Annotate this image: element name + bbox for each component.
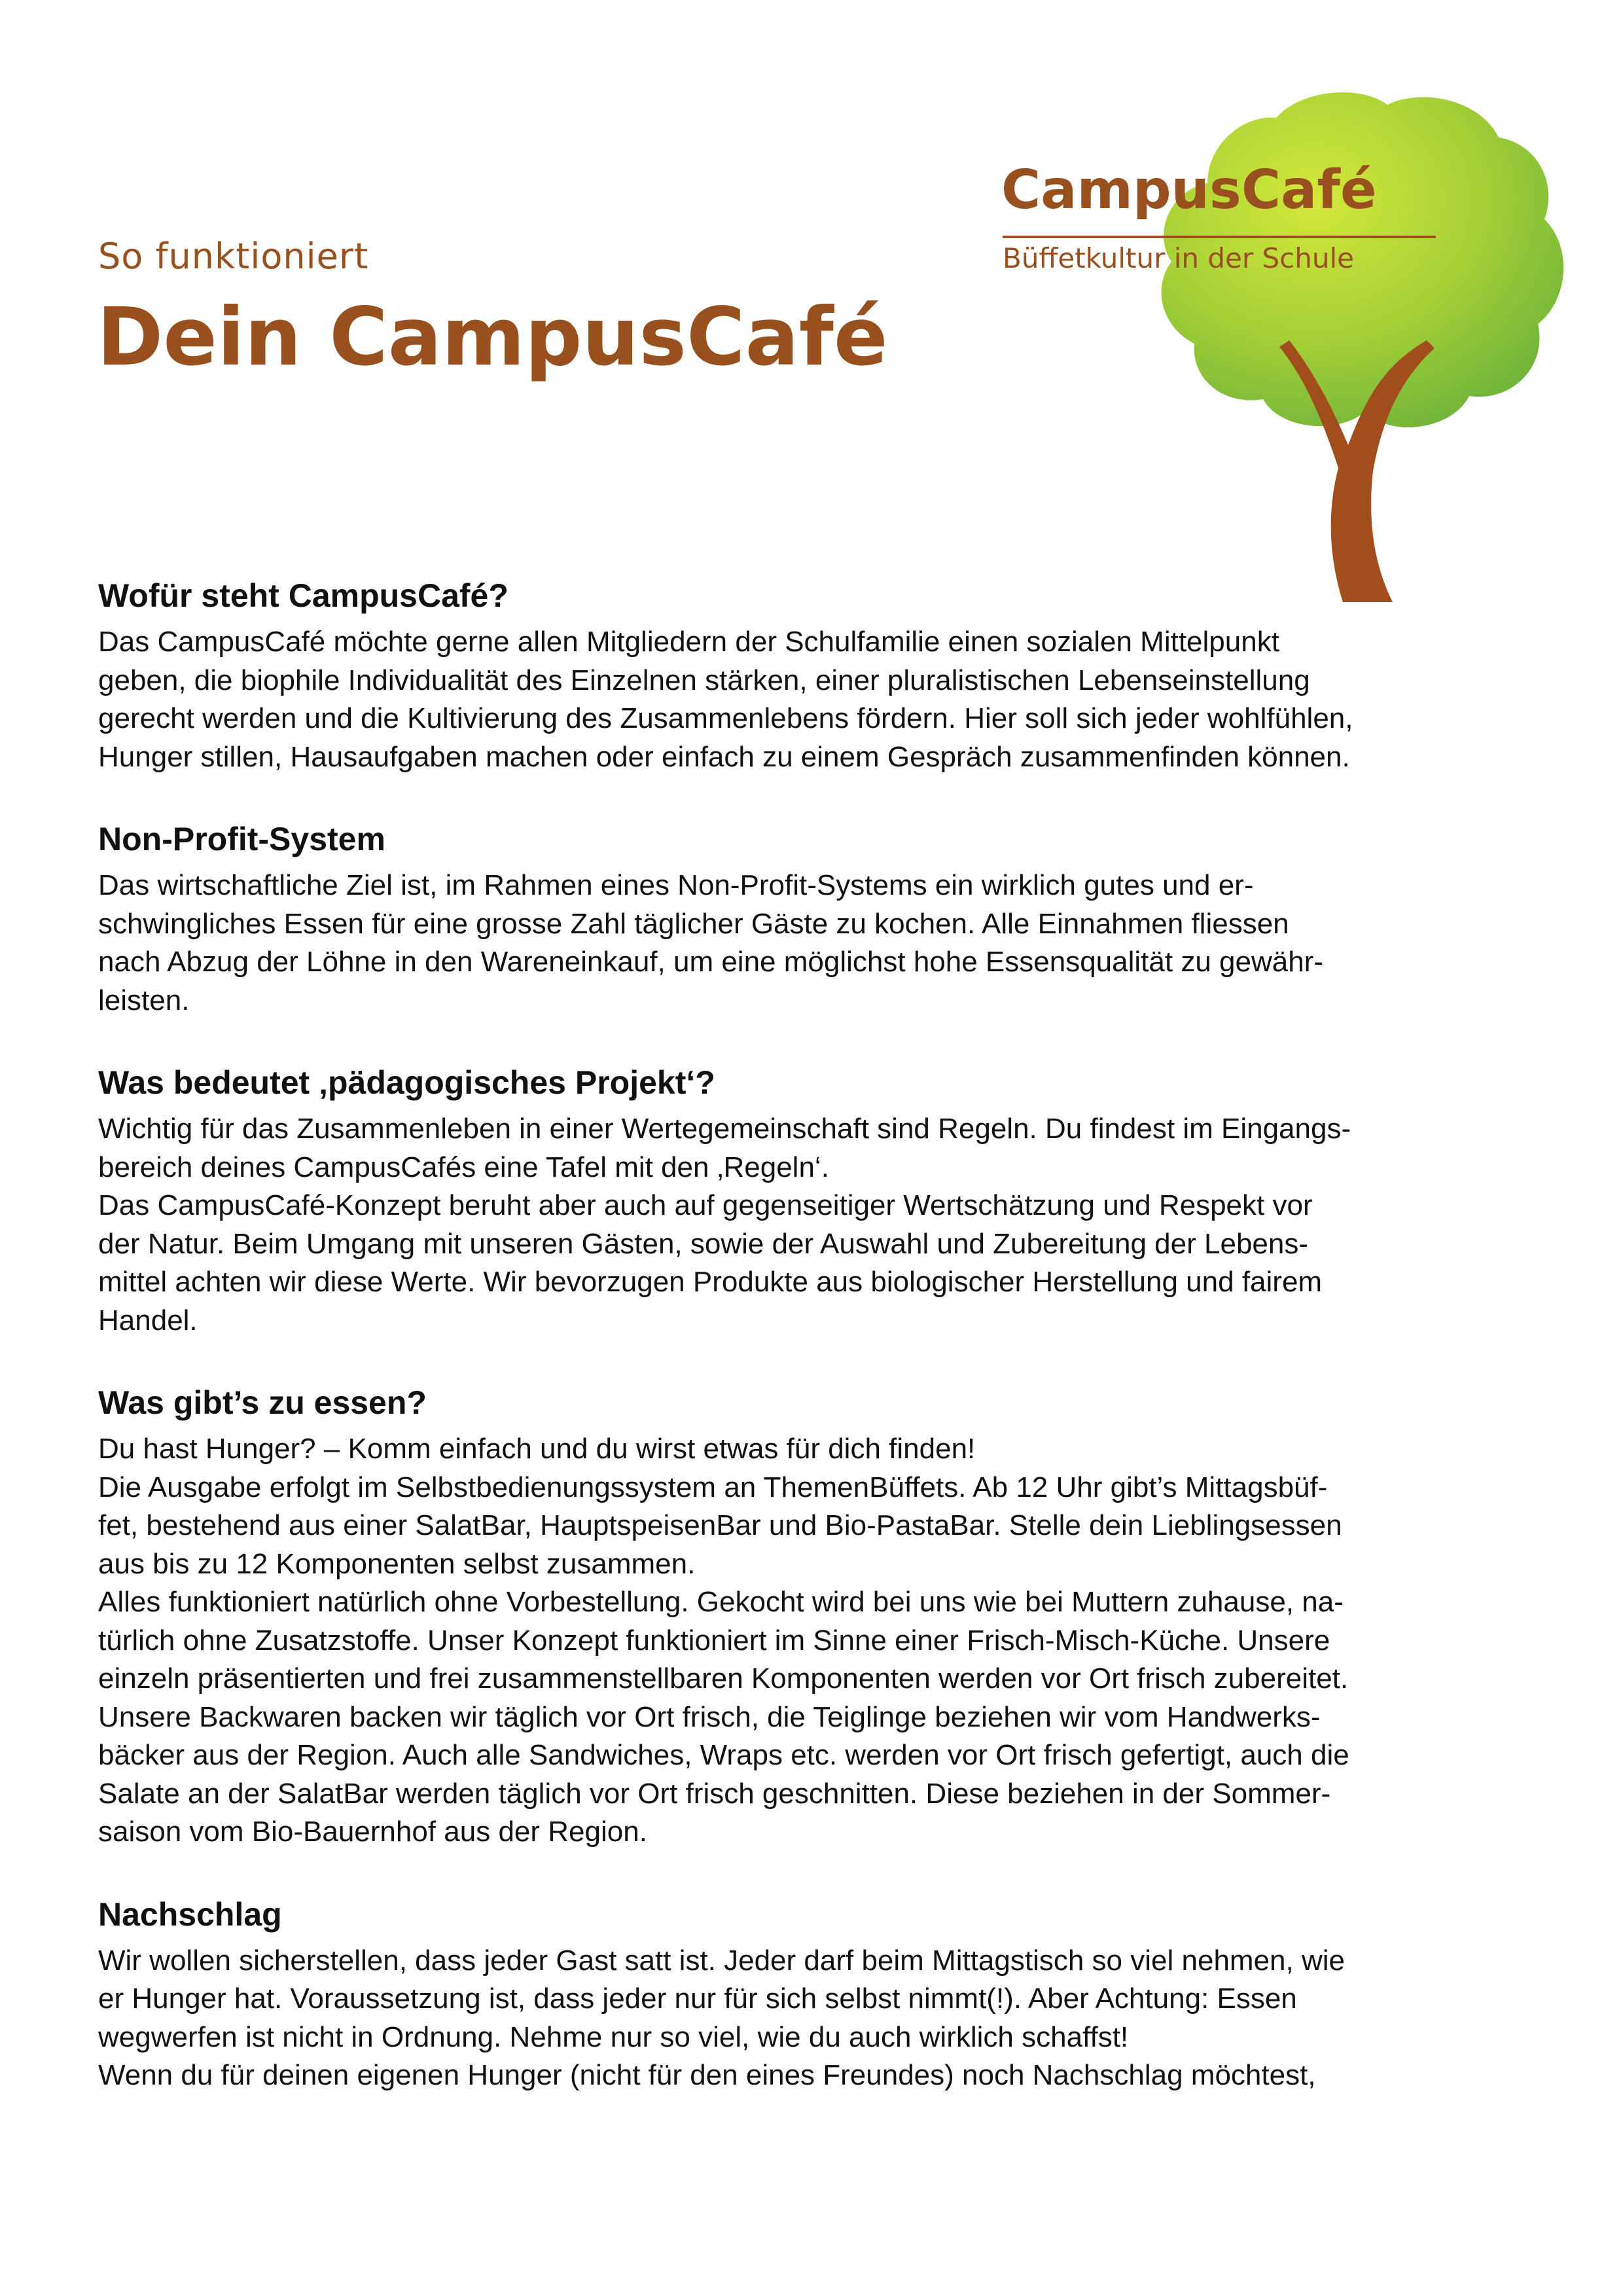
section-wofuer (98, 576, 1538, 776)
section-paragraph: Wir wollen sicherstellen, dass jeder Gast satt ist. Jeder darf beim Mittagstisch so viel nehmen, wie er Hunger hat. Voraussetzung ist, dass jeder nur für sich selbst nimmt(!). Aber Achtung: Essen wegwerfen ist nicht in Ordnung. Nehme nur so viel, wie du auch wirklich schaffst! Wenn du für deinen eigenen Hunger (nicht für den eines Freundes) noch Nachschlag möchtest, (98, 1944, 1345, 2091)
page-kicker: So funktioniert (98, 236, 369, 277)
logo-divider (1003, 236, 1436, 238)
section-heading: Was gibt’s zu essen? (98, 1384, 427, 1421)
section-paragraph: Wichtig für das Zusammenleben in einer Wertegemeinschaft sind Regeln. Du findest im Eingangs- bereich deines CampusCafés eine Tafel mit den ‚Regeln‘. Das CampusCafé-Konzept beruht aber auch auf gegenseitiger Wertschätzung und Respekt vor der Natur. Beim Umgang mit unseren Gästen, sowie der Auswahl und Zubereitung der Lebens- mittel achten wir diese Werte. Wir bevorzugen Produkte aus biologischer Herstellung und fairem Handel. (98, 1113, 1351, 1336)
section-heading: Nachschlag (98, 1895, 282, 1933)
logo-tagline: Büffetkultur in der Schule (1003, 242, 1354, 274)
section-non-profit (98, 819, 1538, 1020)
campuscafe-logo (982, 79, 1571, 622)
section-heading: Wofür steht CampusCafé? (98, 577, 508, 614)
section-paedagogisches-projekt (98, 1063, 1538, 1340)
section-paragraph: Das CampusCafé möchte gerne allen Mitgliedern der Schulfamilie einen sozialen Mittelpunkt geben, die biophile Individualität des Einzelnen stärken, einer pluralistischen Lebenseinstellung gerecht werden und die Kultivierung des Zusammenlebens fördern. Hier soll sich jeder wohlfühlen, Hunger stillen, Hausaufgaben machen oder einfach zu einem Gespräch zusammenfinden können. (98, 626, 1353, 773)
section-paragraph: Das wirtschaftliche Ziel ist, im Rahmen eines Non-Profit-Systems ein wirklich gutes und er- schwingliches Essen für eine grosse Zahl täglicher Gäste zu kochen. Alle Einnahmen fliessen nach Abzug der Löhne in den Wareneinkauf, um eine möglichst hohe Essensqualität zu gewähr- leisten. (98, 869, 1323, 1016)
section-paragraph: Du hast Hunger? – Komm einfach und du wirst etwas für dich finden! Die Ausgabe erfolgt im Selbstbedienungssystem an ThemenBüffets. Ab 12 Uhr gibt’s Mittagsbüf- fet, bestehend aus einer SalatBar, HauptspeisenBar und Bio-PastaBar. Stelle dein Lieblingsessen aus bis zu 12 Komponenten selbst zusammen. Alles funktioniert natürlich ohne Vorbestellung. Gekocht wird bei uns wie bei Muttern zuhause, na- türlich ohne Zusatzstoffe. Unser Konzept funktioniert im Sinne einer Frisch-Misch-Küche. Unsere einzeln präsentierten und frei zusammenstellbaren Komponenten werden vor Ort frisch zubereitet. Unsere Backwaren backen wir täglich vor Ort frisch, die Teiglinge beziehen wir vom Handwerks- bäcker aus der Region. Auch alle Sandwiches, Wraps etc. werden vor Ort frisch gefertigt, auch die Salate an der SalatBar werden täglich vor Ort frisch geschnitten. Diese beziehen in der Sommer- saison vom Bio-Bauernhof aus der Region. (98, 1433, 1349, 1848)
page-title: Dein CampusCafé (97, 291, 888, 384)
section-heading: Was bedeutet ‚pädagogisches Projekt‘? (98, 1064, 715, 1101)
section-heading: Non-Profit-System (98, 821, 385, 857)
logo-wordmark: CampusCafé (1001, 159, 1377, 221)
section-essen (98, 1383, 1538, 1852)
section-nachschlag (98, 1895, 1538, 2095)
document-body (98, 576, 1538, 2138)
